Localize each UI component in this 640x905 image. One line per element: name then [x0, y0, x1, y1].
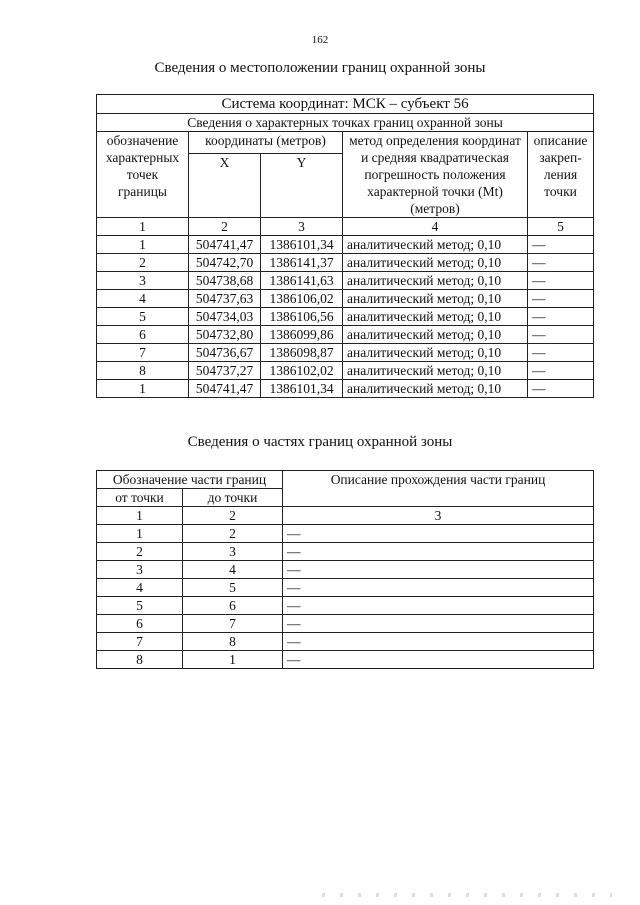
point-description: — [528, 236, 594, 254]
y-coordinate: 1386101,34 [261, 380, 343, 398]
part-description: — [283, 561, 594, 579]
table-row [97, 308, 594, 326]
points-table-body [97, 236, 594, 398]
x-coordinate: 504734,03 [189, 308, 261, 326]
y-coordinate: 1386141,63 [261, 272, 343, 290]
to-point: 7 [183, 615, 283, 633]
method: аналитический метод; 0,10 [343, 236, 528, 254]
table-row [97, 254, 594, 272]
to-point: 6 [183, 597, 283, 615]
part-description: — [283, 651, 594, 669]
from-point: 7 [97, 633, 183, 651]
column-number: 3 [283, 507, 594, 525]
parts-table-body [97, 525, 594, 669]
page-number: 162 [311, 34, 329, 46]
header-designation: обозначение характерных точек границы [97, 132, 189, 218]
y-coordinate: 1386101,34 [261, 236, 343, 254]
header-from: от точки [97, 489, 183, 507]
method: аналитический метод; 0,10 [343, 308, 528, 326]
table-row [97, 290, 594, 308]
point-number: 7 [97, 344, 189, 362]
header-x: X [189, 154, 261, 218]
x-coordinate: 504736,67 [189, 344, 261, 362]
from-point: 6 [97, 615, 183, 633]
to-point: 1 [183, 651, 283, 669]
from-point: 3 [97, 561, 183, 579]
parts-table [96, 470, 594, 669]
point-number: 6 [97, 326, 189, 344]
part-description: — [283, 579, 594, 597]
from-point: 1 [97, 525, 183, 543]
part-description: — [283, 525, 594, 543]
table-row [97, 579, 594, 597]
x-coordinate: 504732,80 [189, 326, 261, 344]
header-y: Y [261, 154, 343, 218]
column-number: 3 [261, 218, 343, 236]
table-row [97, 362, 594, 380]
parts-header-row-1 [97, 471, 594, 489]
table-row [97, 651, 594, 669]
header-part-description: Описание прохождения части границ [283, 471, 594, 507]
part-description: — [283, 615, 594, 633]
point-description: — [528, 290, 594, 308]
from-point: 4 [97, 579, 183, 597]
from-point: 5 [97, 597, 183, 615]
table-row [97, 633, 594, 651]
x-coordinate: 504738,68 [189, 272, 261, 290]
table-row [97, 326, 594, 344]
point-description: — [528, 362, 594, 380]
section-title-parts: Сведения о частях границ охранной зоны [187, 434, 453, 450]
column-number: 1 [97, 218, 189, 236]
column-number: 2 [189, 218, 261, 236]
table-row [97, 344, 594, 362]
point-number: 4 [97, 290, 189, 308]
x-coordinate: 504737,63 [189, 290, 261, 308]
points-table [96, 94, 594, 398]
point-description: — [528, 272, 594, 290]
method: аналитический метод; 0,10 [343, 362, 528, 380]
y-coordinate: 1386102,02 [261, 362, 343, 380]
method: аналитический метод; 0,10 [343, 254, 528, 272]
header-description: описание закреп-ления точки [528, 132, 594, 218]
header-to: до точки [183, 489, 283, 507]
y-coordinate: 1386141,37 [261, 254, 343, 272]
method: аналитический метод; 0,10 [343, 326, 528, 344]
y-coordinate: 1386106,56 [261, 308, 343, 326]
from-point: 2 [97, 543, 183, 561]
table-row [97, 236, 594, 254]
point-description: — [528, 308, 594, 326]
column-number: 5 [528, 218, 594, 236]
parts-column-numbers-row [97, 507, 594, 525]
header-row-1 [97, 132, 594, 154]
x-coordinate: 504741,47 [189, 236, 261, 254]
point-number: 1 [97, 380, 189, 398]
method: аналитический метод; 0,10 [343, 290, 528, 308]
column-numbers-row [97, 218, 594, 236]
point-number: 1 [97, 236, 189, 254]
point-number: 8 [97, 362, 189, 380]
point-description: — [528, 380, 594, 398]
table-row [97, 615, 594, 633]
system-row [97, 95, 594, 114]
table-row [97, 272, 594, 290]
x-coordinate: 504737,27 [189, 362, 261, 380]
method: аналитический метод; 0,10 [343, 380, 528, 398]
column-number: 4 [343, 218, 528, 236]
y-coordinate: 1386106,02 [261, 290, 343, 308]
y-coordinate: 1386099,86 [261, 326, 343, 344]
scan-artifact [322, 893, 612, 897]
coordinate-system: Система координат: МСК – субъект 56 [97, 95, 594, 114]
method: аналитический метод; 0,10 [343, 344, 528, 362]
to-point: 3 [183, 543, 283, 561]
part-description: — [283, 543, 594, 561]
part-description: — [283, 633, 594, 651]
to-point: 2 [183, 525, 283, 543]
part-description: — [283, 597, 594, 615]
from-point: 8 [97, 651, 183, 669]
section-title-location: Сведения о местоположении границ охранной зоны [154, 60, 486, 76]
to-point: 5 [183, 579, 283, 597]
point-description: — [528, 344, 594, 362]
subtitle-row [97, 114, 594, 132]
column-number: 1 [97, 507, 183, 525]
y-coordinate: 1386098,87 [261, 344, 343, 362]
table-row [97, 597, 594, 615]
x-coordinate: 504742,70 [189, 254, 261, 272]
to-point: 4 [183, 561, 283, 579]
table-row [97, 543, 594, 561]
column-number: 2 [183, 507, 283, 525]
point-number: 3 [97, 272, 189, 290]
table-subtitle: Сведения о характерных точках границ охранной зоны [97, 114, 594, 132]
table-row [97, 561, 594, 579]
table-row [97, 525, 594, 543]
header-coords: координаты (метров) [189, 132, 343, 154]
point-description: — [528, 326, 594, 344]
to-point: 8 [183, 633, 283, 651]
point-number: 5 [97, 308, 189, 326]
point-number: 2 [97, 254, 189, 272]
header-part: Обозначение части границ [97, 471, 283, 489]
method: аналитический метод; 0,10 [343, 272, 528, 290]
x-coordinate: 504741,47 [189, 380, 261, 398]
table-row [97, 380, 594, 398]
header-method: метод определения координат и средняя квадратическая погрешность положения характерной точки (Mt) (метров) [343, 132, 528, 218]
point-description: — [528, 254, 594, 272]
